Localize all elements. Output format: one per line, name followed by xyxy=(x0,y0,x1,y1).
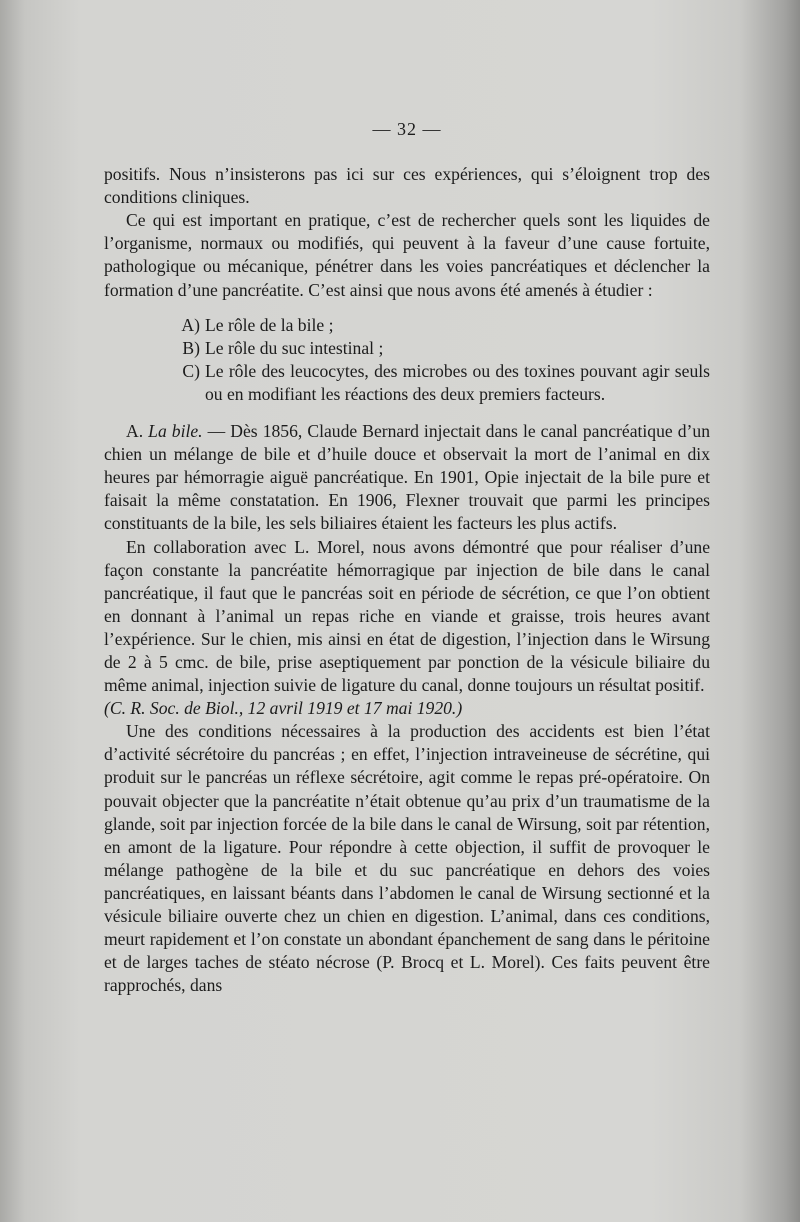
page-number: — 32 — xyxy=(372,119,442,139)
list-item-text: Le rôle de la bile ; xyxy=(205,314,334,335)
section-a-title: La bile. xyxy=(148,421,203,442)
list-item xyxy=(104,314,710,337)
paragraph-intro: positifs. Nous n’insisterons pas ici sur ces expériences, qui s’éloignent trop des conditions cliniques. xyxy=(104,164,710,208)
section-a-text: — Dès 1856, Claude Bernard injectait dans le canal pancréatique d’un chien un mélange de bile et d’huile douce et observait la mort de l’animal en dix heures par hémorragie aiguë pancréatique. En 1901, Opie injectait de la bile pure et faisait la même constatation. En 1906, Flexner trouvait que parmi les principes constituants de la bile, les sels biliaires étaient les facteurs les plus actifs. xyxy=(104,421,711,534)
page-content xyxy=(104,118,710,997)
list-item xyxy=(104,360,710,406)
list-item xyxy=(104,337,710,360)
collaboration-text: En collaboration avec L. Morel, nous avons démontré que pour réaliser d’une façon constante la pancréatite hémorragique par injection de bile dans le canal pancréatique, il faut que le pancréas soit en période de sécrétion, ce que l’on obtient en donnant à l’animal un repas riche en viande et graisse, trois heures avant l’expérience. Sur le chien, mis ainsi en état de digestion, l’injection dans le Wirsung de 2 à 5 cmc. de bile, prise aseptiquement par ponction de la vésicule biliaire du même animal, injection suivie de ligature du canal, donne toujours un résultat positif. xyxy=(104,536,710,696)
paragraph-conditions: Une des conditions nécessaires à la production des accidents est bien l’état d’activité sécrétoire du pancréas ; en effet, l’injection intraveineuse de sécrétine, qui produit sur le pancréas un réflexe sécrétoire, agit comme le repas pré-opératoire. On pouvait objecter que la pancréatite n’était obtenue qu’au prix d’un traumatisme de la glande, soit par injection forcée de la bile dans le canal de Wirsung, soit par rétention, en amont de la ligature. Pour répondre à cette objection, il suffit de provoquer le mélange pathogène de la bile et du suc pancréatique en dehors des voies pancréatiques, en laissant béants dans l’abdomen le canal de Wirsung sectionné et la vésicule biliaire ouverte chez un chien en digestion. L’animal, dans ces conditions, meurt rapidement et l’on constate un abondant épanchement de sang dans le péritoine et de larges taches de stéato nécrose (P. Brocq et L. Morel). Ces faits peuvent être rapprochés, dans xyxy=(104,721,710,996)
section-a-paragraph xyxy=(104,420,710,535)
study-list xyxy=(104,314,710,406)
section-a-letter: A. xyxy=(126,421,144,442)
list-item-text: Le rôle des leucocytes, des microbes ou des toxines pouvant agir seuls ou en modifiant les réactions des deux premiers facteurs. xyxy=(205,360,710,404)
list-marker: C) xyxy=(182,360,200,381)
list-marker: A) xyxy=(181,314,200,335)
paragraph-important: Ce qui est important en pratique, c’est de rechercher quels sont les liquides de l’organisme, normaux ou modifiés, qui peuvent à la faveur d’une cause fortuite, pathologique ou mécanique, pénétrer dans les voies pancréatiques et déclencher la formation d’une pancréatite. C’est ainsi que nous avons été amenés à étudier : xyxy=(104,210,710,300)
paragraph-collaboration xyxy=(104,536,710,721)
collaboration-reference: (C. R. Soc. de Biol., 12 avril 1919 et 17 mai 1920.) xyxy=(104,698,463,719)
list-marker: B) xyxy=(182,337,200,358)
list-item-text: Le rôle du suc intestinal ; xyxy=(205,337,384,358)
